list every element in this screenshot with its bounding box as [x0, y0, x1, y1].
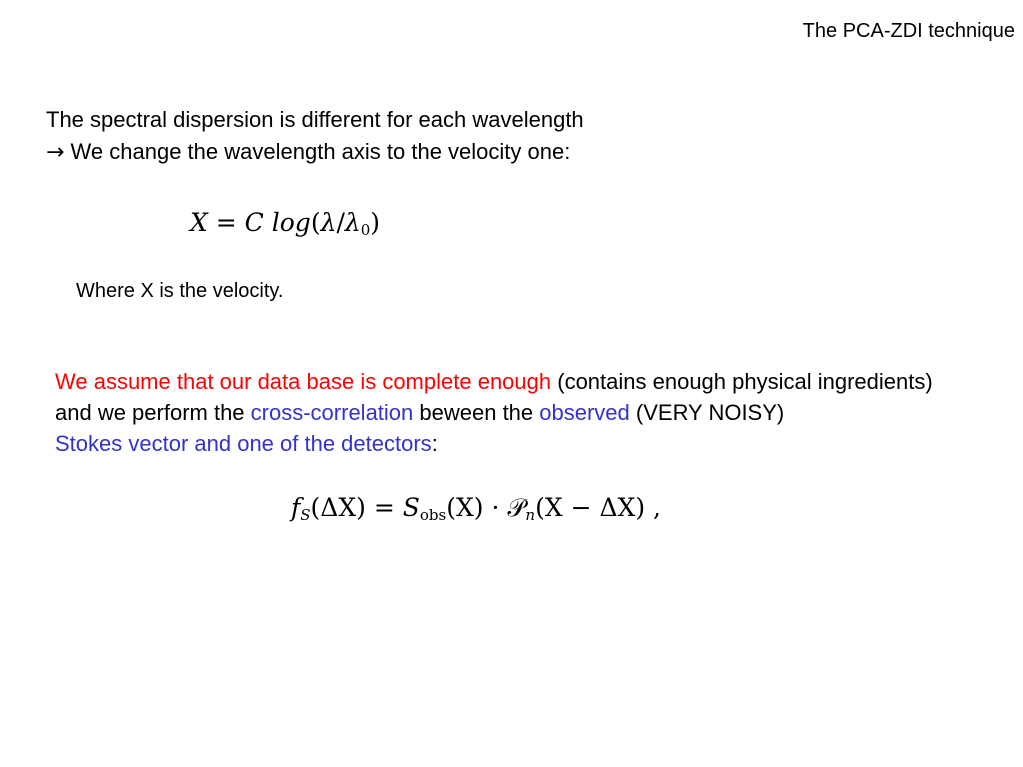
eq2-arg2: (X): [446, 493, 484, 522]
velocity-note: Where X is the velocity.: [76, 280, 284, 302]
intro-line-2-text: We change the wavelength axis to the velocity one:: [64, 139, 571, 164]
paragraph-line-1: [55, 366, 933, 397]
paragraph-text-a: (contains enough physical ingredients): [551, 369, 933, 394]
slide-title: The PCA-ZDI technique: [802, 20, 1015, 42]
intro-block: [46, 104, 584, 169]
paragraph-colon: :: [431, 431, 438, 456]
cross-correlation-equation: [291, 493, 661, 523]
eq1-close-paren: ): [370, 208, 381, 237]
eq1-open-paren: (: [310, 208, 321, 237]
eq2-p: 𝒫: [507, 493, 526, 522]
eq2-s: S: [402, 493, 420, 522]
observed-text: observed: [539, 400, 630, 425]
eq2-p-subscript: n: [525, 506, 536, 524]
eq2-trail: ,: [645, 493, 661, 522]
eq2-arg3: (X − ΔX): [535, 493, 646, 522]
eq1-c: C: [244, 208, 264, 237]
intro-line-1: The spectral dispersion is different for each wavelength: [46, 107, 584, 132]
intro-line-2: [46, 136, 584, 169]
eq1-lambda0: λ: [344, 208, 361, 237]
eq1-x: X: [190, 208, 208, 237]
paragraph-line-2: [55, 397, 933, 428]
eq1-log: log: [271, 208, 311, 237]
eq1-equals: =: [207, 208, 245, 237]
arrow-icon: →: [46, 140, 65, 165]
assumption-paragraph: [55, 366, 933, 459]
eq2-equals: =: [365, 493, 403, 522]
velocity-equation: [190, 208, 380, 237]
paragraph-text-b: and we perform the: [55, 400, 251, 425]
eq2-f: f: [291, 493, 301, 522]
eq2-dot: ·: [483, 493, 508, 522]
cross-correlation-text: cross-correlation: [250, 400, 414, 425]
paragraph-text-c: beween the: [413, 400, 540, 425]
eq1-subscript-0: 0: [360, 221, 371, 239]
eq2-s-subscript: obs: [419, 506, 447, 524]
red-assumption-text: We assume that our data base is complete enough: [55, 369, 552, 394]
eq1-lambda: λ: [320, 208, 337, 237]
eq2-arg1: (ΔX): [310, 493, 366, 522]
eq1-slash: /: [336, 208, 345, 237]
paragraph-line-3: [55, 428, 933, 459]
paragraph-text-d: (VERY NOISY): [629, 400, 785, 425]
eq2-f-subscript: S: [300, 506, 311, 524]
stokes-text: Stokes vector and one of the detectors: [55, 431, 432, 456]
